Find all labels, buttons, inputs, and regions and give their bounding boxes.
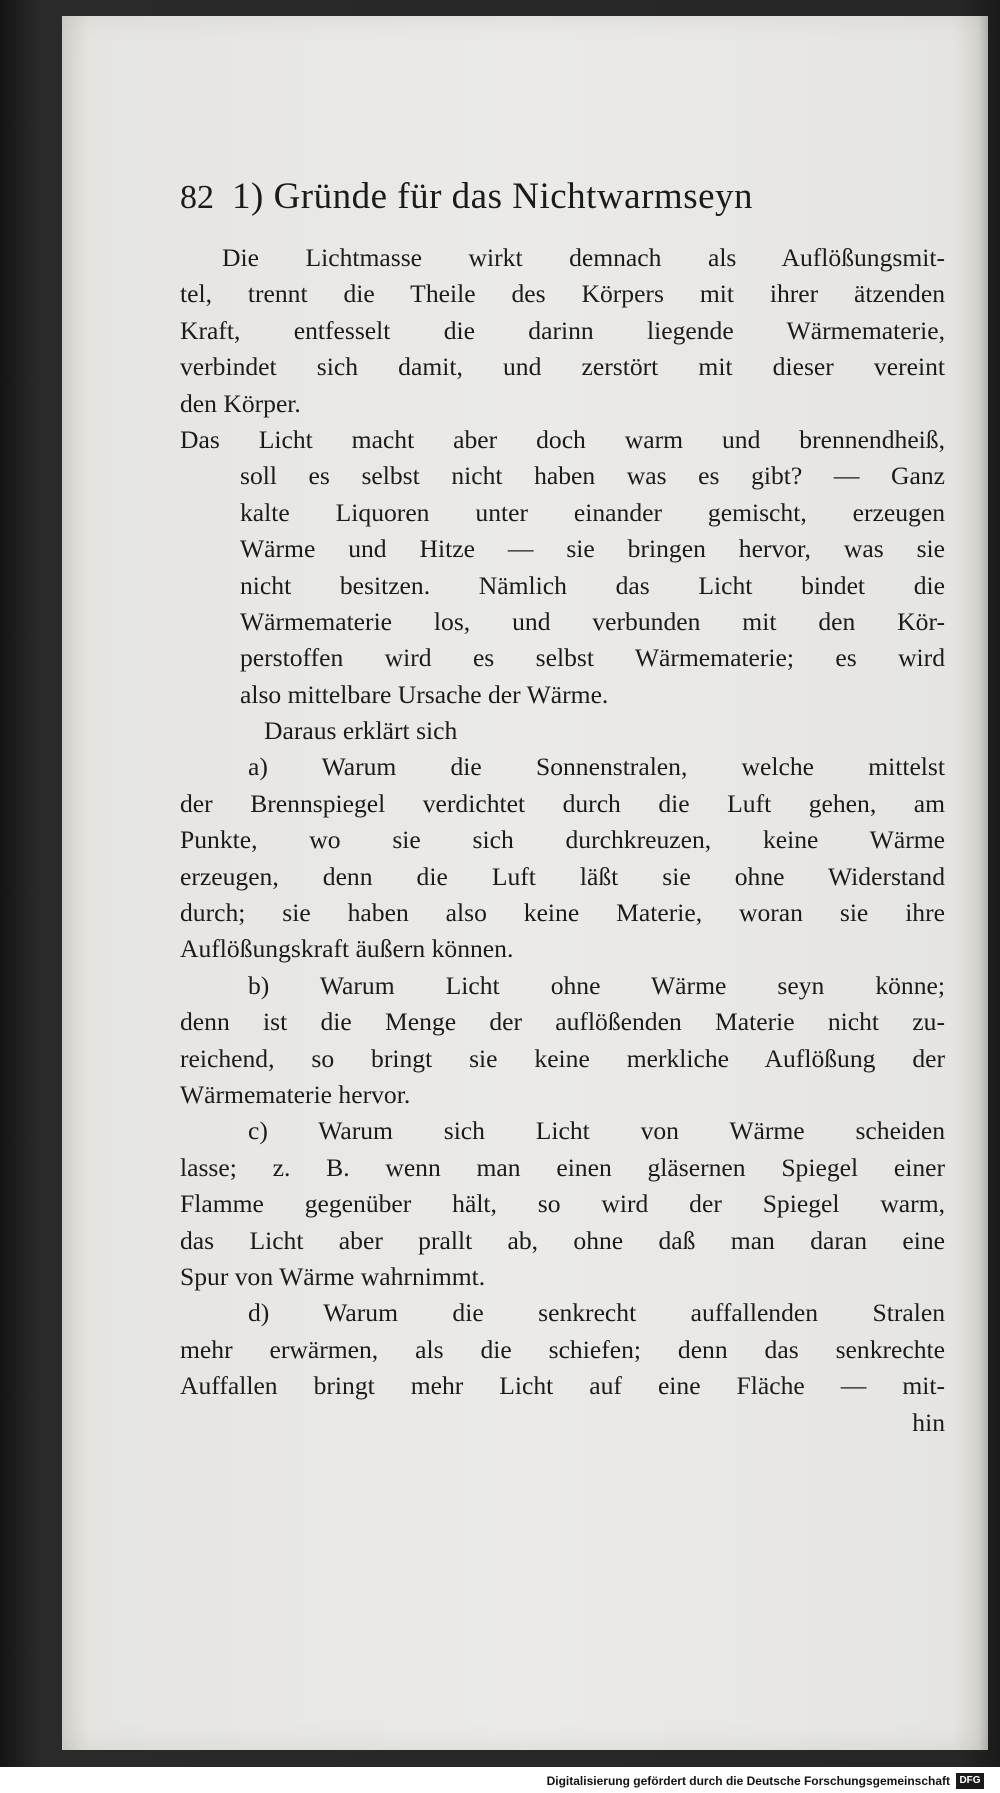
footer-credit: Digitalisierung gefördert durch die Deutsche Forschungsgemeinschaft [546, 1774, 950, 1788]
text-line: mehr erwärmen, als die schiefen; denn das senkrechte [180, 1334, 945, 1364]
text-line: denn ist die Menge der auflößenden Materie nicht zu- [180, 1007, 945, 1037]
text-line: Auflößungskraft äußern können. [180, 934, 514, 964]
text-line: reichend, so bringt sie keine merkliche Auflößung der [180, 1043, 945, 1073]
digitization-footer [0, 1767, 1000, 1793]
text-line: das Licht aber prallt ab, ohne daß man daran eine [180, 1225, 945, 1255]
text-line: Wärme und Hitze — sie bringen hervor, was sie [240, 534, 945, 564]
text-line: c) Warum sich Licht von Wärme scheiden [248, 1116, 945, 1146]
text-line: Daraus erklärt sich [264, 716, 458, 746]
text-line: Kraft, entfesselt die darinn liegende Wärmematerie, [180, 315, 945, 345]
running-head: 1) Gründe für das Nichtwarmseyn [232, 176, 754, 217]
text-line: a) Warum die Sonnenstralen, welche mittelst [248, 752, 945, 782]
text-line: soll es selbst nicht haben was es gibt? — Ganz [240, 461, 945, 491]
text-line: Auffallen bringt mehr Licht auf eine Fläche — mit- [180, 1371, 945, 1401]
text-line: Wärmematerie los, und verbunden mit den Kör- [240, 606, 945, 636]
text-line: Punkte, wo sie sich durchkreuzen, keine Wärme [180, 825, 945, 855]
text-line: Spur von Wärme wahrnimmt. [180, 1261, 486, 1291]
text-line: Das Licht macht aber doch warm und brennendheiß, [180, 424, 945, 454]
text-line: tel, trennt die Theile des Körpers mit ihrer ätzenden [180, 279, 945, 309]
text-line: d) Warum die senkrecht auffallenden Stralen [248, 1298, 945, 1328]
text-line: der Brennspiegel verdichtet durch die Luft gehen, am [180, 788, 945, 818]
text-line: b) Warum Licht ohne Wärme seyn könne; [248, 970, 945, 1000]
text-line: Die Lichtmasse wirkt demnach als Auflößungsmit- [222, 243, 945, 272]
text-line: durch; sie haben also keine Materie, woran sie ihre [180, 898, 945, 928]
text-line: nicht besitzen. Nämlich das Licht bindet die [240, 570, 945, 600]
page-header [180, 175, 945, 218]
text-line: lasse; z. B. wenn man einen gläsernen Spiegel einer [180, 1152, 945, 1182]
text-line: perstoffen wird es selbst Wärmematerie; es wird [240, 643, 945, 673]
dfg-logo: DFG [956, 1773, 984, 1789]
text-line: also mittelbare Ursache der Wärme. [240, 679, 609, 709]
text-line: Flamme gegenüber hält, so wird der Spiegel warm, [180, 1189, 945, 1219]
text-line: verbindet sich damit, und zerstört mit dieser vereint [180, 352, 945, 382]
text-line: kalte Liquoren unter einander gemischt, erzeugen [240, 497, 945, 527]
catchword: hin [912, 1407, 945, 1437]
page-number: 82 [180, 179, 214, 216]
page-edge-shadow [978, 16, 988, 1750]
text-line: den Körper. [180, 388, 301, 418]
page-text [180, 175, 945, 1441]
text-line: erzeugen, denn die Luft läßt sie ohne Widerstand [180, 861, 945, 891]
text-line: Wärmematerie hervor. [180, 1079, 411, 1109]
